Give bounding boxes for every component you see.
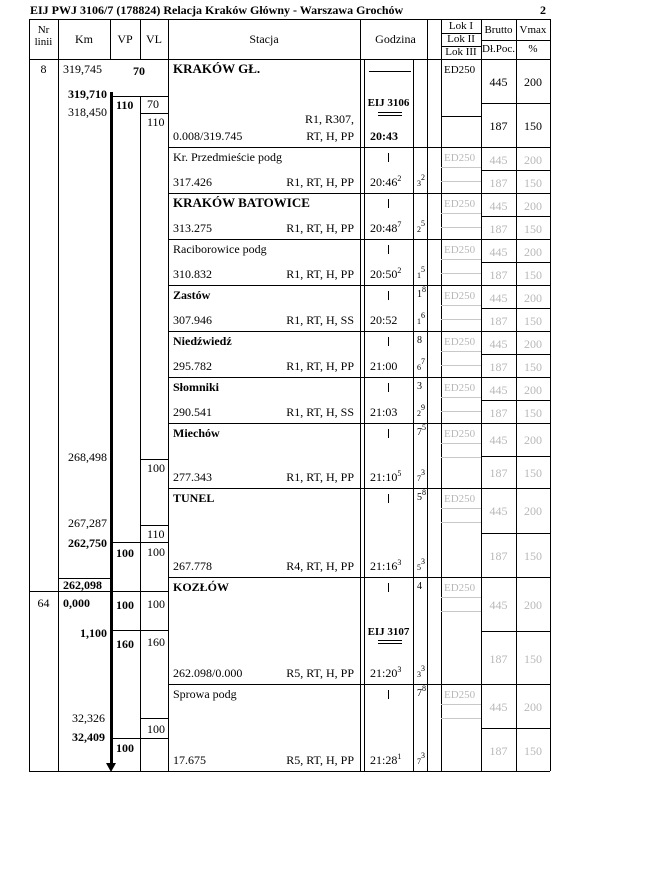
brutto-divider: [481, 456, 550, 457]
vmax-value: 200: [524, 75, 542, 89]
departure-line: [369, 71, 411, 72]
brutto-value: 445: [489, 598, 508, 612]
loco-type: ED250: [444, 336, 476, 348]
station-km: 295.782: [173, 359, 212, 373]
col-border: [360, 19, 361, 771]
lok-divider: [441, 227, 481, 228]
line-number: 64: [37, 596, 50, 610]
speed-divider: [140, 113, 168, 114]
col-border: [550, 19, 551, 771]
station-km: 277.343: [173, 470, 212, 484]
col-border: [364, 59, 365, 771]
row-border: [168, 147, 550, 148]
col-border: [58, 19, 59, 771]
row-border: [168, 377, 550, 378]
brutto-value: 445: [489, 504, 508, 518]
vp-value: 100: [116, 546, 134, 560]
station-km: 290.541: [173, 405, 212, 419]
station-name: Raciborowice podg: [173, 242, 267, 256]
station-codes: R5, RT, H, PP: [286, 666, 354, 680]
col-border: [427, 19, 428, 771]
vmax-value: 200: [524, 700, 542, 714]
loco-type: ED250: [444, 198, 476, 210]
stop-time-top: 3: [417, 381, 422, 392]
brake-percent: 150: [524, 360, 542, 374]
lok-divider: [441, 397, 481, 398]
pass-marker: [388, 690, 389, 699]
loco-type: ED250: [444, 152, 476, 164]
col-border: [413, 59, 414, 771]
station-km: 317.426: [173, 175, 212, 189]
departure-time: 20:43: [370, 129, 398, 143]
vmax-value: 200: [524, 504, 542, 518]
pass-marker: [388, 337, 389, 346]
departure-time: $21:16^3$: [370, 558, 402, 573]
header-stacja: Stacja: [249, 32, 279, 46]
departure-time: $20:50^2$: [370, 266, 402, 281]
brutto-divider: [481, 216, 550, 217]
stop-time: $1^5$: [417, 265, 425, 280]
vl-value: 70: [147, 97, 159, 111]
station-km: 310.832: [173, 267, 212, 281]
loco-type: ED250: [444, 382, 476, 394]
station-codes: R1, RT, H, PP: [286, 175, 354, 189]
km-mark: 0,000: [63, 596, 90, 610]
brake-percent: 150: [524, 176, 542, 190]
station-codes: R1, RT, H, SS: [286, 405, 354, 419]
lok-divider: [441, 351, 481, 352]
col-border: [29, 19, 30, 771]
station-km: 313.275: [173, 221, 212, 235]
header-lok-3: Lok III: [445, 46, 477, 58]
station-name: KOZŁÓW: [173, 580, 230, 594]
lok-divider: [441, 259, 481, 260]
brutto-divider: [481, 631, 550, 632]
stop-time: $2^9$: [417, 403, 425, 418]
departure-time: $21:10^5$: [370, 469, 402, 484]
train-mark-underline: [378, 115, 402, 116]
lok-divider: [441, 718, 481, 719]
header-vmax-unit: %: [528, 43, 538, 55]
vl-value: 110: [147, 527, 165, 541]
header-vmax: Vmax: [519, 24, 547, 36]
km-mark: 32,409: [72, 730, 105, 744]
vp-value: 110: [116, 98, 134, 112]
station-name: Miechów: [173, 426, 220, 440]
train-length: 187: [489, 466, 508, 480]
vp-value: 70: [133, 64, 145, 78]
lok-divider: [441, 611, 481, 612]
train-length: 187: [489, 549, 508, 563]
vl-value: 160: [147, 635, 165, 649]
train-length: 187: [489, 176, 508, 190]
speed-divider: [140, 459, 168, 460]
header-lok-1: Lok I: [448, 20, 474, 32]
speed-divider: [110, 738, 168, 739]
lok-divider: [441, 319, 481, 320]
vmax-value: 200: [524, 199, 542, 213]
route-arrow-icon: [106, 763, 116, 772]
km-mark: 32,326: [72, 711, 105, 725]
lok-divider: [441, 508, 481, 509]
speed-divider: [110, 542, 168, 543]
brutto-divider: [481, 308, 550, 309]
train-length: 187: [489, 119, 508, 133]
loco-type: ED250: [444, 428, 476, 440]
stop-time-top: $7^5$: [417, 423, 426, 438]
station-name: KRAKÓW GŁ.: [173, 61, 261, 76]
loco-type: ED250: [444, 290, 476, 302]
stop-time: $3^3$: [417, 664, 425, 679]
train-mark: EIJ 3106: [367, 97, 410, 109]
stop-time-top: $5^8$: [417, 488, 426, 503]
brutto-value: 445: [489, 153, 508, 167]
speed-divider: [140, 525, 168, 526]
brutto-divider: [481, 354, 550, 355]
train-mark: EIJ 3107: [367, 626, 410, 638]
station-km: 267.778: [173, 559, 212, 573]
lok-divider: [441, 273, 481, 274]
row-border: [168, 577, 550, 578]
route-line: [110, 92, 113, 765]
departure-time: 21:00: [370, 359, 398, 373]
row-border: [168, 423, 550, 424]
train-length: 187: [489, 268, 508, 282]
brutto-divider: [481, 400, 550, 401]
stop-time: $7^3$: [417, 468, 425, 483]
stop-time: $5^3$: [417, 557, 425, 572]
row-border: [168, 331, 550, 332]
brake-percent: 150: [524, 744, 542, 758]
vmax-value: 200: [524, 433, 542, 447]
vmax-value: 200: [524, 337, 542, 351]
train-mark-underline: [378, 640, 402, 641]
departure-time: $20:46^2$: [370, 174, 402, 189]
train-length: 187: [489, 314, 508, 328]
lok-divider: [441, 522, 481, 523]
brake-percent: 150: [524, 652, 542, 666]
train-length: 187: [489, 360, 508, 374]
vl-value: 100: [147, 461, 165, 475]
pass-marker: [388, 153, 389, 162]
brutto-divider: [481, 103, 550, 104]
brutto-value: 445: [489, 337, 508, 351]
km-mark: 318,450: [68, 105, 107, 119]
row-border: [168, 193, 550, 194]
document-title: EIJ PWJ 3106/7 (178824) Relacja Kraków Główny - Warszawa Grochów: [30, 3, 404, 17]
km-mark: 319,745: [63, 62, 102, 76]
brake-percent: 150: [524, 222, 542, 236]
pass-marker: [388, 583, 389, 592]
lok-divider: [441, 704, 481, 705]
pass-marker: [388, 199, 389, 208]
brutto-value: 445: [489, 291, 508, 305]
train-mark-underline: [378, 643, 402, 644]
brake-percent: 150: [524, 406, 542, 420]
station-codes: R5, RT, H, PP: [286, 753, 354, 767]
brutto-value: 445: [489, 383, 508, 397]
brutto-value: 445: [489, 700, 508, 714]
brake-percent: 150: [524, 119, 542, 133]
col-border: [441, 19, 442, 771]
vmax-value: 200: [524, 383, 542, 397]
lok-divider: [441, 365, 481, 366]
brutto-divider: [481, 262, 550, 263]
header-vp: VP: [117, 32, 133, 46]
loco-type: ED250: [444, 689, 476, 701]
station-codes: R1, RT, H, PP: [286, 359, 354, 373]
brake-percent: 150: [524, 549, 542, 563]
station-name: KRAKÓW BATOWICE: [173, 195, 310, 210]
station-name: Zastów: [173, 288, 211, 302]
station-codes: R1, R307,: [304, 112, 354, 126]
lok-divider: [441, 597, 481, 598]
line-number: 8: [40, 62, 47, 76]
vmax-value: 200: [524, 245, 542, 259]
header-lok-2: Lok II: [447, 33, 475, 45]
stop-time: $1^6$: [417, 311, 425, 326]
row-border: [168, 285, 550, 286]
brutto-value: 445: [489, 75, 508, 89]
lok-divider: [441, 181, 481, 182]
station-name: TUNEL: [173, 491, 215, 505]
km-mark: 262,098: [63, 578, 102, 592]
stop-time: $7^3$: [417, 751, 425, 766]
lok-divider: [441, 305, 481, 306]
speed-divider: [110, 630, 168, 631]
station-name: Sprowa podg: [173, 687, 237, 701]
station-name: Słomniki: [173, 380, 220, 394]
train-length: 187: [489, 406, 508, 420]
km-mark: 1,100: [80, 626, 107, 640]
vmax-value: 200: [524, 598, 542, 612]
vl-value: 100: [147, 722, 165, 736]
pass-marker: [388, 383, 389, 392]
brutto-divider: [481, 728, 550, 729]
lok-divider: [441, 411, 481, 412]
header-vl: VL: [146, 32, 162, 46]
vmax-value: 200: [524, 153, 542, 167]
header-nr-linii: Nr linii: [34, 24, 53, 48]
brake-percent: 150: [524, 314, 542, 328]
brutto-value: 445: [489, 433, 508, 447]
stop-time-top: $7^8$: [417, 684, 426, 699]
vmax-value: 200: [524, 291, 542, 305]
stop-time-top: 4: [417, 581, 422, 592]
header-km: Km: [75, 32, 93, 46]
lok-divider: [441, 213, 481, 214]
station-codes: R1, RT, H, PP: [286, 267, 354, 281]
brutto-divider: [481, 170, 550, 171]
station-codes: R1, RT, H, PP: [286, 470, 354, 484]
brake-percent: 150: [524, 466, 542, 480]
km-mark: 268,498: [68, 450, 107, 464]
lok-divider: [441, 443, 481, 444]
header-bottom-border: [29, 59, 550, 60]
station-km: 262.098/0.000: [173, 666, 243, 680]
km-mark: 319,710: [68, 87, 107, 101]
header-dl-poc: Dł.Poc.: [482, 43, 515, 55]
pass-marker: [388, 494, 389, 503]
pass-marker: [388, 429, 389, 438]
train-length: 187: [489, 744, 508, 758]
station-name: Kr. Przedmieście podg: [173, 150, 282, 164]
speed-divider: [140, 718, 168, 719]
brutto-value: 445: [489, 245, 508, 259]
row-border: [168, 488, 550, 489]
stop-time: $2^5$: [417, 219, 425, 234]
vp-value: 100: [116, 598, 134, 612]
departure-time: $21:28^1$: [370, 752, 402, 767]
stop-time-top: 8: [417, 335, 422, 346]
train-length: 187: [489, 222, 508, 236]
departure-time: 20:52: [370, 313, 398, 327]
stop-time: $3^2$: [417, 173, 425, 188]
stop-time: $6^7$: [417, 357, 425, 372]
vp-value: 100: [116, 741, 134, 755]
lok-divider: [441, 457, 481, 458]
departure-time: $21:20^3$: [370, 665, 402, 680]
pass-marker: [388, 291, 389, 300]
departure-time: 21:03: [370, 405, 398, 419]
col-border: [168, 19, 169, 771]
speed-divider: [110, 96, 168, 97]
lok-divider: [441, 116, 481, 117]
vl-value: 110: [147, 115, 165, 129]
brutto-divider: [481, 533, 550, 534]
col-border: [140, 96, 141, 771]
station-codes: R4, RT, H, PP: [286, 559, 354, 573]
loco-type: ED250: [444, 493, 476, 505]
station-codes: R1, RT, H, SS: [286, 313, 354, 327]
km-mark: 262,750: [68, 536, 107, 550]
loco-type: ED250: [444, 582, 476, 594]
header-brutto: Brutto: [484, 24, 513, 36]
train-length: 187: [489, 652, 508, 666]
vl-value: 100: [147, 545, 165, 559]
brutto-value: 445: [489, 199, 508, 213]
brake-percent: 150: [524, 268, 542, 282]
vl-value: 100: [147, 597, 165, 611]
header-godzina: Godzina: [375, 32, 416, 46]
station-codes: R1, RT, H, PP: [286, 221, 354, 235]
km-mark: 267,287: [68, 516, 107, 530]
loco-type: ED250: [444, 64, 476, 76]
loco-type: ED250: [444, 244, 476, 256]
station-codes: RT, H, PP: [306, 129, 354, 143]
train-mark-underline: [378, 112, 402, 113]
departure-time: $20:48^7$: [370, 220, 402, 235]
station-km: 17.675: [173, 753, 206, 767]
lok-divider: [441, 167, 481, 168]
station-name: Niedźwiedź: [173, 334, 232, 348]
pass-marker: [388, 245, 389, 254]
station-km: 307.946: [173, 313, 212, 327]
vp-value: 160: [116, 637, 134, 651]
page-number: 2: [540, 3, 546, 17]
row-border: [168, 239, 550, 240]
station-km: 0.008/319.745: [173, 129, 243, 143]
stop-time-top: $1^8$: [417, 285, 426, 300]
row-border: [168, 684, 550, 685]
